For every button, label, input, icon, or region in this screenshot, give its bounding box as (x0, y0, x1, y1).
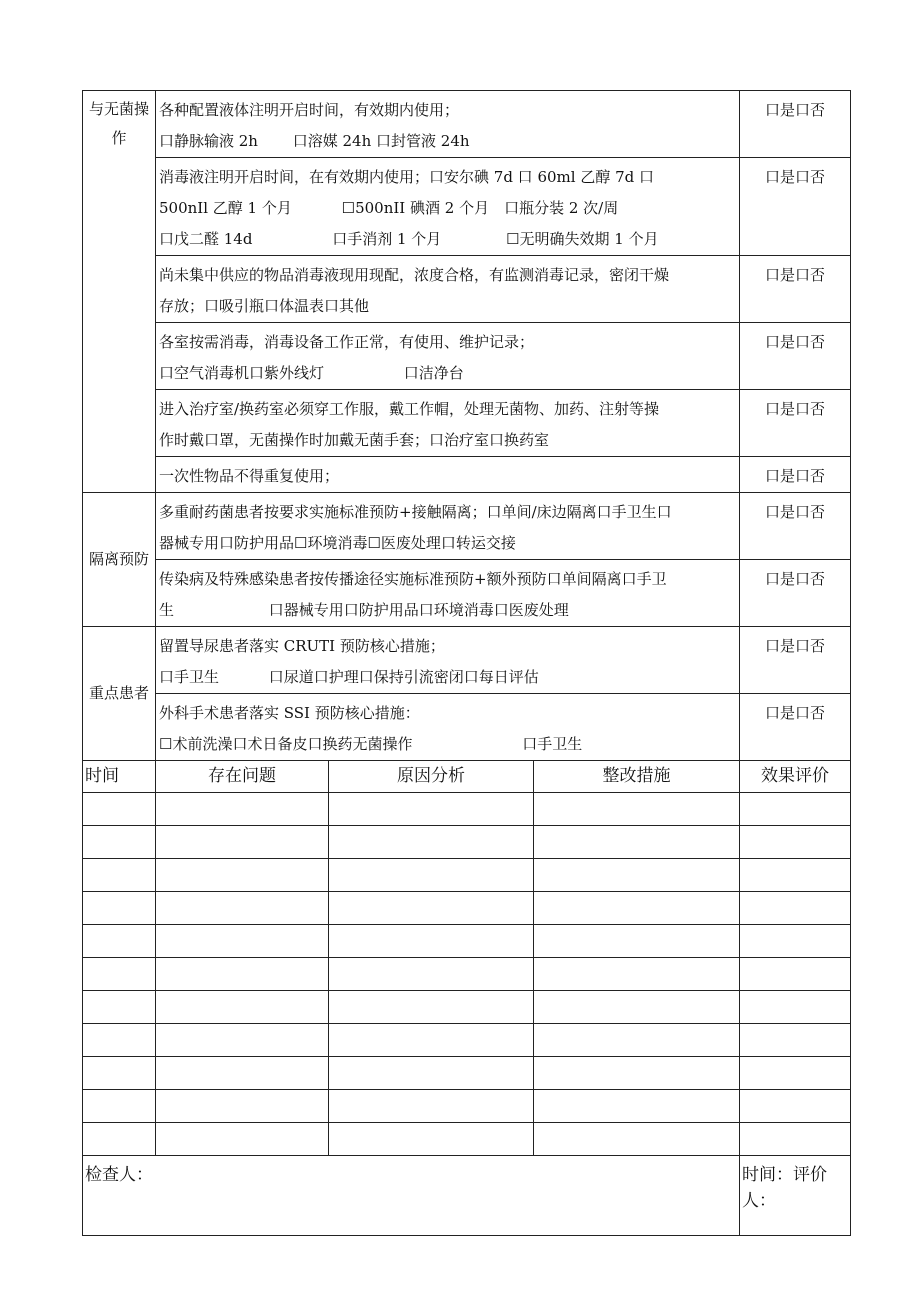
yes-no-checkbox[interactable]: 口是口否 (740, 91, 851, 158)
log-header-row (83, 761, 851, 793)
log-cell[interactable] (534, 793, 740, 826)
log-cell[interactable] (534, 1123, 740, 1156)
log-entry-row (83, 1057, 851, 1090)
item-text-line: 尚未集中供应的物品消毒液现用现配，浓度合格，有监测消毒记录，密闭干燥 (159, 266, 670, 284)
log-entry-row (83, 991, 851, 1024)
item-text-line: 多重耐药菌患者按要求实施标准预防+接触隔离；口单间/床边隔离口手卫生口 (159, 503, 672, 521)
checklist-item (156, 457, 740, 493)
log-cell[interactable] (83, 1024, 156, 1057)
checklist-row (83, 560, 851, 627)
item-text-line: ☐术前洗澡口术日备皮口换药无菌操作 口手卫生 (159, 735, 583, 753)
log-entry-row (83, 892, 851, 925)
item-text-line: 存放；口吸引瓶口体温表口其他 (159, 297, 370, 315)
log-cell[interactable] (156, 1123, 329, 1156)
yes-no-checkbox[interactable]: 口是口否 (740, 256, 851, 323)
checklist-row (83, 323, 851, 390)
checklist-item (156, 158, 740, 256)
checklist-row (83, 694, 851, 761)
log-cell[interactable] (740, 1123, 851, 1156)
log-cell[interactable] (534, 892, 740, 925)
log-cell[interactable] (740, 1090, 851, 1123)
log-cell[interactable] (156, 958, 329, 991)
yes-no-checkbox[interactable]: 口是口否 (740, 627, 851, 694)
yes-no-checkbox[interactable]: 口是口否 (740, 560, 851, 627)
checklist-row (83, 627, 851, 694)
log-cell[interactable] (329, 1024, 534, 1057)
yes-no-checkbox[interactable]: 口是口否 (740, 457, 851, 493)
yes-no-checkbox[interactable]: 口是口否 (740, 323, 851, 390)
log-entry-row (83, 925, 851, 958)
section-category: 重点患者 (83, 627, 156, 761)
checklist-item (156, 493, 740, 560)
item-text-line: 各种配置液体注明开启时间，有效期内使用； (159, 101, 460, 119)
item-text-line: 口空气消毒机口紫外线灯 口洁净台 (159, 364, 464, 382)
log-cell[interactable] (329, 1057, 534, 1090)
log-cell[interactable] (534, 958, 740, 991)
log-cell[interactable] (740, 892, 851, 925)
log-cell[interactable] (329, 793, 534, 826)
log-entry-row (83, 793, 851, 826)
checklist-item (156, 323, 740, 390)
log-cell[interactable] (329, 958, 534, 991)
time-evaluator-field[interactable]: 时间：评价人： (740, 1156, 851, 1236)
log-entry-row (83, 958, 851, 991)
log-cell[interactable] (534, 1090, 740, 1123)
log-cell[interactable] (83, 892, 156, 925)
yes-no-checkbox[interactable]: 口是口否 (740, 493, 851, 560)
header-time: 时间 (83, 761, 156, 793)
log-cell[interactable] (83, 1057, 156, 1090)
log-entry-row (83, 1090, 851, 1123)
log-cell[interactable] (329, 859, 534, 892)
log-cell[interactable] (83, 1123, 156, 1156)
checklist-row (83, 493, 851, 560)
item-text-line: 进入治疗室/换药室必须穿工作服，戴工作帽，处理无菌物、加药、注射等操 (159, 400, 660, 418)
item-text-line: 外科手术患者落实 SSI 预防核心措施： (159, 704, 420, 722)
log-cell[interactable] (329, 991, 534, 1024)
item-text-line: 口手卫生 口尿道口护理口保持引流密闭口每日评估 (159, 668, 539, 686)
checklist-item (156, 390, 740, 457)
checklist-table (82, 90, 851, 1236)
checklist-item (156, 91, 740, 158)
log-cell[interactable] (534, 1024, 740, 1057)
log-cell[interactable] (83, 991, 156, 1024)
log-cell[interactable] (740, 991, 851, 1024)
inspection-form (82, 90, 850, 1236)
header-evaluation: 效果评价 (740, 761, 851, 793)
item-text-line: 各室按需消毒，消毒设备工作正常，有使用、维护记录； (159, 333, 535, 351)
log-cell[interactable] (329, 892, 534, 925)
log-cell[interactable] (156, 892, 329, 925)
log-cell[interactable] (329, 1123, 534, 1156)
checklist-item (156, 694, 740, 761)
yes-no-checkbox[interactable]: 口是口否 (740, 158, 851, 256)
item-text-line: 消毒液注明开启时间，在有效期内使用；口安尔碘 7d 口 60ml 乙醇 7d 口 (159, 168, 655, 186)
log-cell[interactable] (740, 925, 851, 958)
header-problem: 存在问题 (156, 761, 329, 793)
log-cell[interactable] (740, 958, 851, 991)
item-text-line: 作时戴口罩，无菌操作时加戴无菌手套；口治疗室口换药室 (159, 431, 550, 449)
checklist-row (83, 158, 851, 256)
item-text-line: 器械专用口防护用品☐环境消毒☐医废处理口转运交接 (159, 534, 516, 552)
log-cell[interactable] (156, 1024, 329, 1057)
log-cell[interactable] (156, 859, 329, 892)
log-cell[interactable] (329, 826, 534, 859)
log-entry-row (83, 826, 851, 859)
log-cell[interactable] (329, 1090, 534, 1123)
checklist-row (83, 256, 851, 323)
item-text-line: 一次性物品不得重复使用； (159, 467, 340, 485)
log-cell[interactable] (156, 793, 329, 826)
item-text-line: 传染病及特殊感染患者按传播途径实施标准预防+额外预防口单间隔离口手卫 (159, 570, 667, 588)
log-entry-row (83, 859, 851, 892)
log-cell[interactable] (156, 991, 329, 1024)
log-cell[interactable] (83, 958, 156, 991)
log-cell[interactable] (534, 826, 740, 859)
log-cell[interactable] (83, 826, 156, 859)
item-text-line: 留置导尿患者落实 CRUTI 预防核心措施； (159, 637, 445, 655)
log-cell[interactable] (83, 793, 156, 826)
log-cell[interactable] (740, 1024, 851, 1057)
log-cell[interactable] (329, 925, 534, 958)
section-category: 隔离预防 (83, 493, 156, 627)
log-cell[interactable] (740, 826, 851, 859)
log-entry-row (83, 1123, 851, 1156)
log-cell[interactable] (534, 859, 740, 892)
item-text-line: 口静脉输液 2h 口溶媒 24h 口封管液 24h (159, 132, 470, 150)
log-cell[interactable] (156, 925, 329, 958)
log-cell[interactable] (83, 859, 156, 892)
section-category: 与无菌操作 (83, 91, 156, 493)
header-measures: 整改措施 (534, 761, 740, 793)
log-cell[interactable] (156, 826, 329, 859)
item-text-line: 口戊二醛 14d 口手消剂 1 个月 ☐无明确失效期 1 个月 (159, 230, 659, 248)
checklist-row (83, 91, 851, 158)
log-cell[interactable] (83, 1090, 156, 1123)
log-cell[interactable] (740, 1057, 851, 1090)
log-cell[interactable] (534, 925, 740, 958)
checklist-row (83, 457, 851, 493)
log-cell[interactable] (740, 859, 851, 892)
log-cell[interactable] (534, 991, 740, 1024)
checklist-item (156, 256, 740, 323)
checklist-row (83, 390, 851, 457)
signature-row (83, 1156, 851, 1236)
item-text-line: 生 口器械专用口防护用品口环境消毒口医废处理 (159, 601, 569, 619)
checklist-item (156, 560, 740, 627)
log-entry-row (83, 1024, 851, 1057)
log-cell[interactable] (156, 1057, 329, 1090)
log-cell[interactable] (534, 1057, 740, 1090)
header-cause: 原因分析 (329, 761, 534, 793)
log-cell[interactable] (83, 925, 156, 958)
log-cell[interactable] (740, 793, 851, 826)
log-cell[interactable] (156, 1090, 329, 1123)
inspector-field[interactable]: 检查人： (83, 1156, 740, 1236)
yes-no-checkbox[interactable]: 口是口否 (740, 390, 851, 457)
item-text-line: 500nIl 乙醇 1 个月 ☐500nII 碘酒 2 个月 口瓶分装 2 次/周 (159, 199, 619, 217)
checklist-item (156, 627, 740, 694)
yes-no-checkbox[interactable]: 口是口否 (740, 694, 851, 761)
